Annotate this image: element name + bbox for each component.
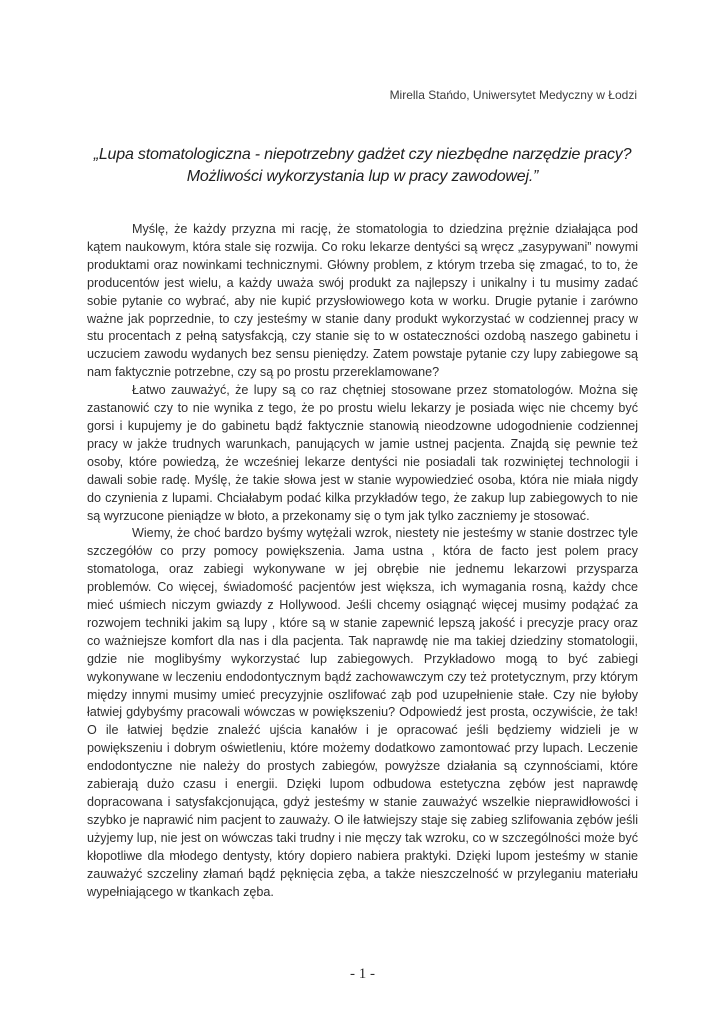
paragraph-2: Łatwo zauważyć, że lupy są co raz chętniej stosowane przez stomatologów. Można się zastanowić czy to nie wynika z tego, że po prostu wielu lekarzy je posiada więc nie chcemy być gorsi i kupujemy je do gabinetu bądź faktycznie stanowią nieodzowne udogodnienie codziennej pracy w jakże trudnych warunkach, panujących w jamie ustnej pacjenta. Znajdą się pewnie też osoby, które powiedzą, że wcześniej lekarze dentyści nie posiadali tak rozwiniętej technologii i dawali sobie radę. Myślę, że takie słowa jest w stanie wypowiedzieć osoba, która nie miała nigdy do czynienia z lupami. Chciałabym podać kilka przykładów tego, że zakup lup zabiegowych to nie są wyrzucone pieniądze w błoto, a przekonamy się o tym jak tylko zaczniemy je stosować. (87, 383, 638, 523)
title-line-2: Możliwości wykorzystania lup w pracy zawodowej.” (186, 168, 539, 185)
title-line-1: „Lupa stomatologiczna - niepotrzebny gadżet czy niezbędne narzędzie pracy? (93, 146, 632, 163)
paragraph-3: Wiemy, że choć bardzo byśmy wytężali wzrok, niestety nie jesteśmy w stanie dostrzec tyle szczegółów co przy pomocy powiększenia. Jama ustna , która de facto jest polem pracy stomatologa, oraz zabiegi wykonywane w jej obrębie nie jednemu lekarzowi przysparza problemów. Co więcej, świadomość pacjentów jest większa, ich wymagania rosną, każdy chce mieć uśmiech niczym gwiazdy z Hollywood. Jeśli chcemy osiągnąć więcej musimy podążać za rozwojem techniki jakim są lupy , które są w stanie zapewnić lepszą jakość i precyzje pracy oraz co ważniejsze komfort dla nas i dla pacjenta. Tak naprawdę nie ma takiej dziedziny stomatologii, gdzie nie moglibyśmy wykorzystać lup zabiegowych. Przykładowo mogą to być zabiegi wykonywane w leczeniu endodontycznym bądź zachowawczym czy też protetycznym, przy którym między innymi musimy umieć precyzyjnie oszlifować ząb pod uzupełnienie stałe. Czy nie byłoby łatwiej gdybyśmy pracowali wówczas w powiększeniu? Odpowiedź jest prosta, oczywiście, że tak! O ile łatwiej będzie znaleźć ujścia kanałów i je opracować jeśli będziemy widzieli je w powiększeniu i dobrym oświetleniu, które możemy dodatkowo zamontować przy lupach. Leczenie endodontyczne nie należy do prostych zabiegów, powyższe działania są czynnościami, które zabierają dużo czasu i energii. Dzięki lupom odbudowa estetyczna zębów jest naprawdę dopracowana i satysfakcjonująca, gdyż jesteśmy w stanie zauważyć wszelkie nieprawidłowości i szybko je naprawić nim pacjent to zauważy. O ile łatwiejszy staje się zabieg szlifowania zębów jeśli użyjemy lup, nie jest on wówczas taki trudny i nie męczy tak wzroku, co w szczególności może być kłopotliwe dla młodego dentysty, który dopiero nabiera praktyki. Dzięki lupom jesteśmy w stanie zauważyć szczeliny złamań bądź pęknięcia zęba, a także nieszczelność w przyleganiu materiału wypełniającego w tkankach zęba. (87, 526, 638, 899)
document-title (60, 144, 665, 188)
author-affiliation: Mirella Stańdo, Uniwersytet Medyczny w Łodzi (389, 88, 637, 102)
document-body (87, 221, 638, 901)
paragraph-1: Myślę, że każdy przyzna mi rację, że stomatologia to dziedzina prężnie działająca pod kątem naukowym, która stale się rozwija. Co roku lekarze dentyści są wręcz „zasypywani” nowymi produktami oraz nowinkami technicznymi. Główny problem, z którym trzeba się zmagać, to to, że producentów jest wielu, a każdy uważa swój produkt za najlepszy i unikalny i tu musimy zadać sobie pytanie co wybrać, aby nie kupić przysłowiowego kota w worku. Drugie pytanie i zarówno ważne jak poprzednie, to czy jesteśmy w stanie dany produkt wykorzystać w codziennej pracy w stu procentach z pełną satysfakcją, czy stanie się to w ostateczności ozdobą naszego gabinetu i uczuciem zawodu wydanych bez sensu pieniędzy. Zatem powstaje pytanie czy lupy zabiegowe są nam faktycznie potrzebne, czy są po prostu przereklamowane? (87, 222, 638, 380)
page-number: - 1 - (350, 966, 375, 982)
